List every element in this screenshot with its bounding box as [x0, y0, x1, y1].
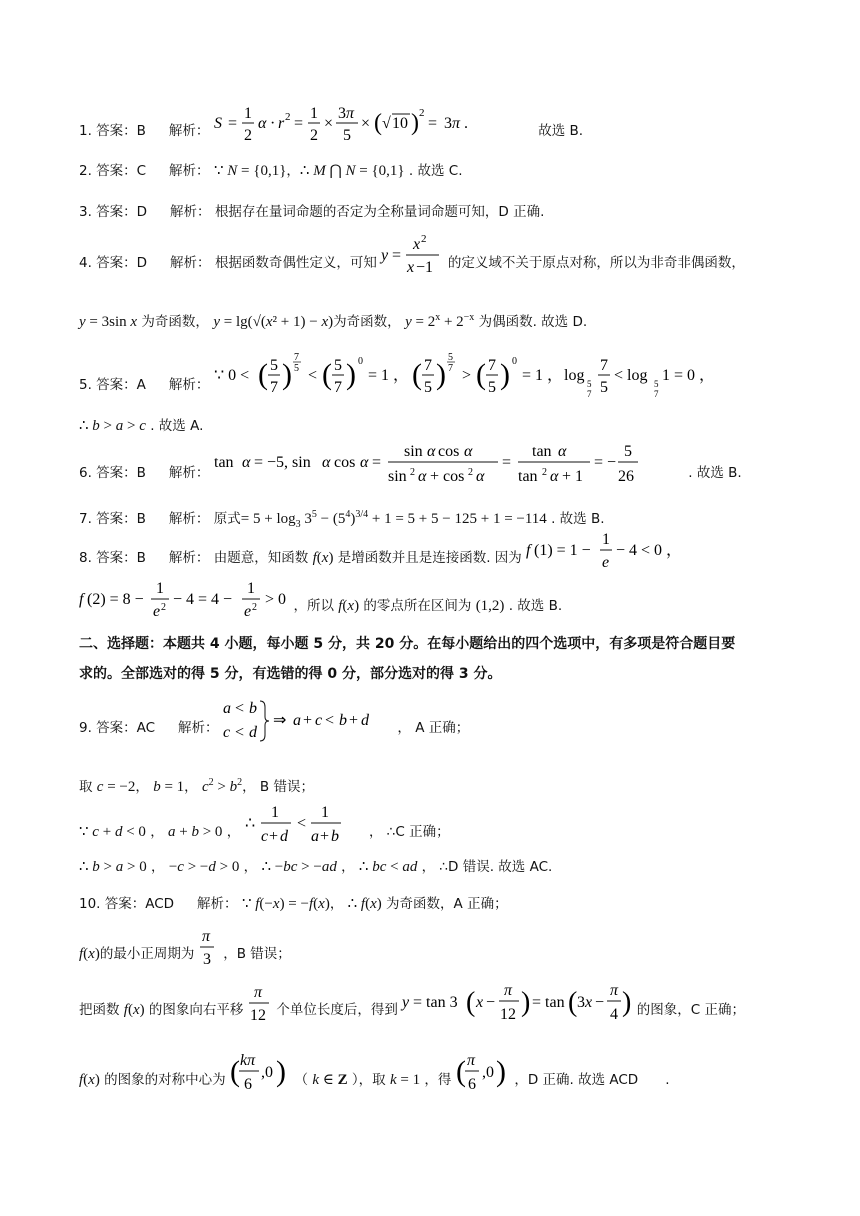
answer-label: 7. 答案：B: [79, 511, 146, 527]
svg-text:a: a: [222, 700, 231, 717]
svg-text:y: y: [402, 994, 410, 1011]
svg-text:+: +: [348, 712, 358, 729]
answer-label: 6. 答案：B: [79, 465, 146, 481]
svg-text:S: S: [213, 115, 222, 132]
svg-text:(: (: [466, 987, 476, 1018]
section-header-line1: 二、选择题：本题共 4 小题，每小题 5 分，共 20 分。在每小题给出的四个选项中，有多项是符合题目要: [79, 636, 736, 652]
svg-text:2: 2: [161, 602, 166, 613]
svg-text:<: <: [234, 724, 244, 741]
formula-q10c: [402, 980, 632, 1026]
svg-text:7: 7: [269, 379, 278, 396]
svg-text:1: 1: [602, 531, 611, 548]
svg-text:b: b: [338, 712, 347, 729]
formula-q4a: [381, 232, 443, 280]
svg-text:+: +: [268, 828, 278, 845]
svg-text:e: e: [602, 554, 610, 571]
svg-text:∴: ∴: [244, 815, 255, 832]
answer-5: [79, 352, 800, 402]
svg-text:3: 3: [337, 105, 346, 122]
svg-text:): ): [410, 110, 419, 136]
formula-q8b: [79, 578, 289, 622]
svg-text:α: α: [557, 443, 567, 460]
svg-text:): ): [435, 358, 446, 391]
svg-text:f: f: [526, 542, 531, 559]
svg-text:π: π: [466, 1052, 475, 1069]
svg-text:−1: −1: [416, 259, 434, 276]
svg-text:+: +: [302, 712, 312, 729]
answer-9-line2: 取 c = −2， b = 1， $c^2 > b^2$， B 错误；: [79, 777, 314, 795]
svg-text:×: ×: [360, 115, 370, 132]
svg-text:1: 1: [243, 105, 252, 122]
svg-text:7: 7: [447, 363, 453, 374]
svg-text:= 1 ，: = 1 ，: [521, 367, 563, 384]
svg-text:= −5, sin: = −5, sin: [253, 454, 311, 471]
svg-text:(: (: [475, 358, 486, 391]
svg-text:1: 1: [320, 804, 329, 821]
svg-text:−: −: [486, 994, 496, 1011]
svg-text:tan: tan: [517, 468, 538, 485]
analysis-label: 解析：: [168, 465, 210, 481]
svg-text:(1) = 1 −: (1) = 1 −: [534, 542, 591, 559]
svg-text:− 4 = 4 −: − 4 = 4 −: [173, 591, 233, 608]
svg-text:tan: tan: [531, 443, 552, 460]
svg-text:3: 3: [577, 994, 586, 1011]
svg-text:5: 5: [342, 127, 351, 144]
svg-text:,0: ,0: [481, 1064, 494, 1081]
svg-text:d: d: [279, 828, 288, 845]
svg-text:c: c: [222, 724, 231, 741]
svg-text:=: =: [392, 247, 402, 264]
svg-text:7: 7: [423, 357, 432, 374]
svg-text:): ): [345, 358, 356, 391]
svg-text:.: .: [463, 115, 468, 132]
svg-text:): ): [499, 358, 510, 391]
analysis-label: 解析：: [169, 255, 211, 271]
svg-text:·: ·: [269, 115, 276, 132]
svg-text:cos: cos: [437, 443, 460, 460]
svg-text:α: α: [549, 468, 559, 485]
svg-text:3: 3: [202, 951, 211, 968]
svg-text:d: d: [360, 712, 369, 729]
svg-text:α: α: [321, 454, 331, 471]
svg-text:=: =: [501, 454, 511, 471]
answer-label: 8. 答案：B: [79, 550, 146, 566]
svg-text:= tan: = tan: [532, 994, 565, 1011]
svg-text:=: =: [293, 115, 303, 132]
svg-text:(: (: [373, 110, 382, 136]
svg-text:5: 5: [447, 352, 453, 363]
formula-q8a: [526, 529, 683, 573]
svg-text:5: 5: [423, 379, 432, 396]
svg-text:x: x: [407, 259, 415, 276]
svg-text:α: α: [426, 443, 436, 460]
svg-text:π: π: [504, 982, 513, 999]
answer-label: 3. 答案：D: [79, 204, 148, 220]
answer-10-line4: f(x) 的图象的对称中心为 ( kπ 6 ,0 ) （ k ∈ Z ），取 k = 1 ，得 ( π 6 ,0 ) ，D 正确. 故选 ACD .: [79, 1063, 800, 1097]
svg-text:7: 7: [487, 357, 496, 374]
svg-text:+ cos: + cos: [429, 468, 465, 485]
svg-text:(: (: [257, 358, 268, 391]
svg-text:∵ 0 <: ∵ 0 <: [213, 367, 249, 384]
svg-text:log: log: [563, 367, 585, 384]
svg-text:cos: cos: [333, 454, 356, 471]
svg-text:π: π: [253, 984, 262, 1001]
svg-text:a: a: [292, 712, 301, 729]
formula-q9: [223, 697, 393, 745]
analysis-label: 解析：: [168, 123, 210, 139]
svg-text:7: 7: [653, 389, 659, 399]
svg-text:(: (: [321, 358, 332, 391]
answer-10: 10. 答案：ACD 解析： ∵ f(−x) = −f(x)， ∴ f(x) 为奇函数，A 正确；: [79, 896, 508, 912]
svg-text:2: 2: [421, 233, 427, 245]
svg-text:⇒: ⇒: [272, 712, 287, 729]
svg-text:d: d: [248, 724, 257, 741]
svg-text:10: 10: [391, 115, 408, 132]
svg-text:e: e: [153, 603, 161, 620]
analysis-label: 解析：: [168, 511, 210, 527]
svg-text:α: α: [257, 115, 267, 132]
svg-text:0: 0: [357, 356, 363, 367]
answer-2: 2. 答案：C 解析： ∵ N = {0,1}，∴ M ⋂ N = {0,1} . 故选 C.: [79, 163, 463, 179]
answer-label: 5. 答案：A: [79, 377, 146, 393]
svg-text:6: 6: [244, 1076, 253, 1093]
formula-q1: [214, 98, 534, 148]
svg-text:e: e: [244, 603, 252, 620]
answer-9-line3: ∵ c + d < 0 ， a + b > 0 ， ∴ 1 c + d < 1 a + b ， ∴C 正确；: [79, 816, 800, 848]
svg-text:5: 5: [653, 379, 659, 389]
formula-q10b: [248, 982, 272, 1026]
svg-text:): ): [521, 987, 531, 1018]
svg-text:5: 5: [293, 363, 299, 374]
svg-text:12: 12: [500, 1006, 517, 1023]
svg-text:> 0: > 0: [265, 591, 287, 608]
analysis-label: 解析：: [178, 720, 219, 736]
answer-label: 9. 答案：AC: [79, 720, 156, 736]
svg-text:1: 1: [270, 804, 279, 821]
answer-9-line4: ∴ b > a > 0 ， −c > −d > 0 ， ∴ −bc > −ad ， ∴ bc < ad ， ∴D 错误. 故选 AC.: [79, 859, 553, 875]
svg-text:2: 2: [243, 127, 252, 144]
svg-text:5: 5: [487, 379, 496, 396]
svg-text:2: 2: [284, 111, 291, 123]
analysis-label: 解析：: [168, 550, 210, 566]
svg-text:c: c: [314, 712, 323, 729]
svg-text:π: π: [451, 115, 460, 132]
svg-text:3: 3: [443, 115, 452, 132]
answer-label: 4. 答案：D: [79, 255, 148, 271]
formula-q10d: [230, 1049, 290, 1097]
svg-text:π: π: [345, 105, 354, 122]
svg-text:y: y: [381, 247, 389, 264]
analysis-label: 解析：: [169, 204, 211, 220]
answer-8: 8. 答案：B 解析： 由题意，知函数 f(x) 是增函数并且是连接函数. 因为 f (1) = 1 − 1 e − 4 < 0 ，: [79, 531, 683, 571]
svg-text:<: <: [234, 700, 244, 717]
svg-text:12: 12: [249, 1007, 266, 1024]
svg-text:): ): [622, 987, 632, 1018]
svg-text:= tan 3: = tan 3: [413, 994, 458, 1011]
answer-label: 2. 答案：C: [79, 163, 147, 179]
answer-7: 7. 答案：B 解析： 原式= $5 + \log_3 3^5 - (5^4)^{3/4} + 1 = 5 + 5 - 125 + 1 = -114$ . 故选 B.: [79, 509, 605, 530]
svg-text:=: =: [371, 454, 381, 471]
answer-1: 1. 答案：B 解析： S = 1 2 α · r 2 = 1 2 × 3 π 5 × ( √ 10 ) 2 = 3 π . 故选 B.: [79, 114, 800, 148]
svg-text:5: 5: [623, 443, 632, 460]
svg-text:7: 7: [293, 352, 299, 363]
svg-text:x: x: [585, 994, 593, 1011]
svg-text:1: 1: [309, 105, 318, 122]
svg-text:4: 4: [610, 1006, 619, 1023]
answer-9: 9. 答案：AC 解析： a < b c < d ⇒ a + c < b + d ， A 正确；: [79, 711, 800, 745]
svg-text:tan: tan: [213, 454, 234, 471]
svg-text:x: x: [476, 994, 484, 1011]
svg-text:26: 26: [617, 468, 634, 485]
svg-text:5: 5: [333, 357, 342, 374]
svg-text:1 = 0 ，: 1 = 0 ，: [661, 367, 715, 384]
answer-3: 3. 答案：D 解析： 根据存在量词命题的否定为全称量词命题可知，D 正确.: [79, 204, 545, 220]
answer-5-cont: ∴ b > a > c . 故选 A.: [79, 418, 204, 434]
svg-text:π: π: [610, 982, 619, 999]
svg-text:α: α: [463, 443, 473, 460]
svg-text:kπ: kπ: [240, 1052, 256, 1069]
svg-text:5: 5: [269, 357, 278, 374]
svg-text:×: ×: [323, 115, 333, 132]
svg-text:2: 2: [541, 467, 547, 478]
answer-10-line2: f(x)的最小正周期为 π 3 ，B 错误；: [79, 928, 291, 968]
analysis-label: 解析：: [169, 163, 210, 179]
answer-label: 10. 答案：ACD: [79, 896, 175, 912]
svg-text:=: =: [227, 115, 237, 132]
svg-text:a: a: [310, 828, 319, 845]
svg-text:√: √: [381, 115, 391, 132]
formula-q5: [213, 350, 715, 402]
svg-text:7: 7: [599, 357, 608, 374]
svg-text:5: 5: [599, 379, 608, 396]
svg-text:α: α: [417, 468, 427, 485]
svg-text:1: 1: [156, 580, 164, 597]
svg-text:2: 2: [252, 602, 257, 613]
svg-text:f: f: [79, 591, 84, 608]
svg-text:+ 1: + 1: [561, 468, 583, 485]
answer-10-line3: 把函数 f(x) 的图象向右平移 π 12 个单位长度后，得到 y = tan 3 ( x − π 12 ) = tan ( 3 x − π 4 ) 的图象，C 正确；: [79, 982, 745, 1024]
svg-text:b: b: [330, 828, 339, 845]
svg-text:2: 2: [467, 467, 473, 478]
svg-text:(: (: [411, 358, 422, 391]
formula-q10a: [199, 926, 219, 970]
svg-text:<: <: [296, 815, 306, 832]
svg-text:x: x: [413, 236, 421, 253]
analysis-label: 解析：: [197, 896, 238, 912]
svg-text:+: +: [319, 828, 329, 845]
svg-text:6: 6: [467, 1076, 476, 1093]
svg-text:< log: < log: [613, 367, 648, 384]
answer-8-cont: f (2) = 8 − 1 e 2 − 4 = 4 − 1 e 2 > 0 ，所以 f(x) 的零点所在区间为 (1,2) . 故选 B.: [79, 580, 563, 620]
svg-text:α: α: [359, 454, 369, 471]
svg-text:<: <: [307, 367, 317, 384]
svg-text:b: b: [248, 700, 257, 717]
svg-text:2: 2: [418, 107, 425, 119]
answer-4: 4. 答案：D 解析： 根据函数奇偶性定义，可知 y = x 2 x −1 的定义域不关于原点对称，所以为非奇非偶函数，: [79, 246, 800, 280]
svg-text:(: (: [568, 987, 578, 1018]
svg-text:1: 1: [247, 580, 255, 597]
formula-q6: [214, 439, 684, 491]
analysis-label: 解析：: [168, 377, 210, 393]
svg-text:(2) = 8 −: (2) = 8 −: [87, 591, 144, 608]
svg-text:2: 2: [409, 467, 415, 478]
answer-6: 6. 答案：B 解析： tan α = −5, sin α cos α = sin α cos α sin 2 α + cos 2 α = tan α tan 2 α + 1 = − 5 26 . 故选 B.: [79, 455, 800, 491]
svg-text:−: −: [595, 994, 605, 1011]
formula-q10e: [456, 1049, 510, 1097]
svg-text:= 1 ，: = 1 ，: [367, 367, 409, 384]
svg-text:(: (: [455, 1055, 466, 1088]
svg-text:): ): [281, 358, 292, 391]
svg-text:,0: ,0: [261, 1064, 274, 1081]
svg-text:c: c: [260, 828, 268, 845]
svg-text:r: r: [277, 115, 285, 132]
svg-text:): ): [276, 1055, 287, 1088]
svg-text:− 4 < 0 ，: − 4 < 0 ，: [616, 542, 683, 559]
answer-label: 1. 答案：B: [79, 123, 146, 139]
svg-text:π: π: [201, 928, 210, 945]
svg-text:sin: sin: [387, 468, 407, 485]
svg-text:2: 2: [309, 127, 318, 144]
svg-text:7: 7: [586, 389, 592, 399]
section-header-line2: 求的。全部选对的得 5 分，有选错的得 0 分，部分选对的得 3 分。: [79, 666, 502, 682]
svg-text:α: α: [241, 454, 251, 471]
svg-text:>: >: [461, 367, 471, 384]
svg-text:=: =: [427, 115, 437, 132]
answer-4-cont: y = 3sin x 为奇函数， y = lg(√(x² + 1) − x)为奇函数， $y = 2^x + 2^{-x}$ 为偶函数. 故选 D.: [79, 312, 588, 330]
svg-text:): ): [495, 1055, 506, 1088]
formula-q9b: [245, 802, 365, 848]
svg-text:α: α: [475, 468, 485, 485]
svg-text:= −: = −: [593, 454, 616, 471]
svg-text:7: 7: [333, 379, 342, 396]
svg-text:<: <: [324, 712, 334, 729]
svg-text:(: (: [230, 1055, 241, 1088]
svg-text:0: 0: [511, 356, 517, 367]
svg-text:5: 5: [586, 379, 592, 389]
svg-text:sin: sin: [403, 443, 423, 460]
